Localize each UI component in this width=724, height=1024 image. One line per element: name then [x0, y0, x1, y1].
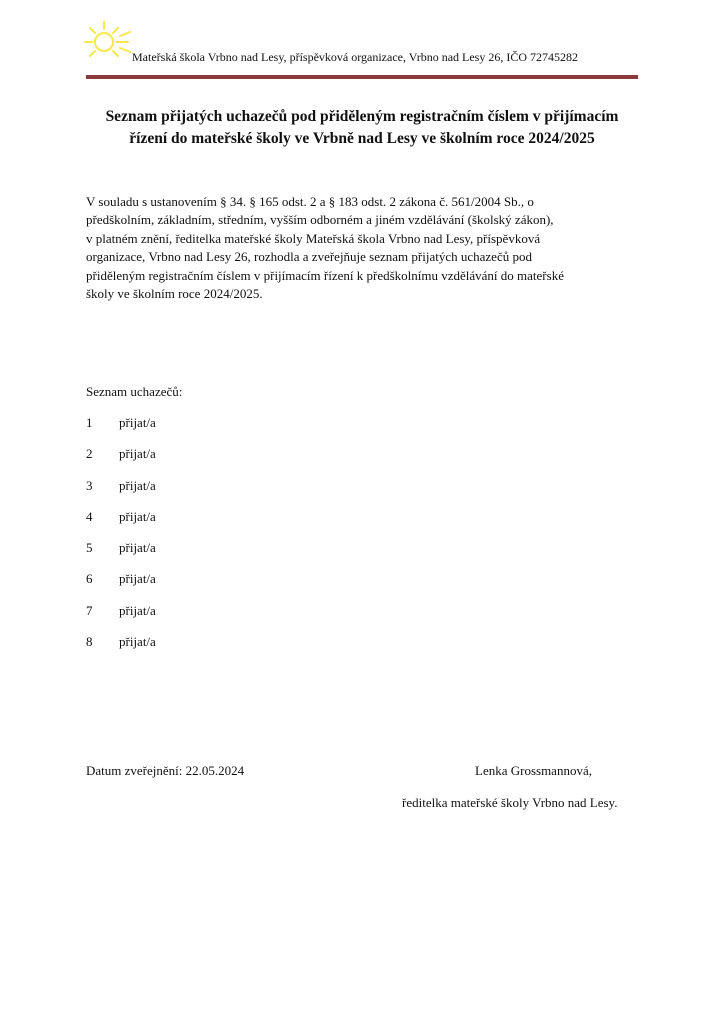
list-item [86, 540, 156, 571]
list-item [86, 446, 156, 477]
admission-status: přijat/a [119, 477, 156, 493]
list-item [86, 634, 156, 665]
registration-number: 7 [86, 602, 93, 618]
registration-number: 4 [86, 508, 93, 524]
admission-status: přijat/a [119, 602, 156, 618]
signer-name: Lenka Grossmannová, [475, 763, 592, 778]
header-text: Mateřská škola Vrbno nad Lesy, příspěvková organizace, Vrbno nad Lesy 26, IČO 72745282 [132, 50, 579, 64]
title-line-2: řízení do mateřské školy ve Vrbně nad Lesy ve školním roce 2024/2025 [129, 130, 595, 147]
document-title [86, 106, 638, 150]
registration-number: 8 [86, 634, 93, 650]
intro-line: v platném znění, ředitelka mateřské školy Mateřská škola Vrbno nad Lesy, příspěvková [86, 230, 541, 246]
list-item [86, 571, 156, 602]
header-rule [86, 75, 638, 79]
registration-number: 6 [86, 571, 93, 587]
intro-line: přiděleným registračním číslem v přijímacím řízení k předškolnímu vzdělávání do mateřské [86, 267, 564, 283]
registration-number: 5 [86, 540, 93, 556]
list-item [86, 603, 156, 634]
registration-number: 2 [86, 446, 93, 462]
applicants-list [86, 415, 156, 665]
title-line-1: Seznam přijatých uchazečů pod přiděleným registračním číslem v přijímacím [105, 108, 619, 125]
intro-line: organizace, Vrbno nad Lesy 26, rozhodla a zveřejňuje seznam přijatých uchazečů pod [86, 249, 532, 265]
admission-status: přijat/a [119, 446, 156, 462]
intro-paragraph [86, 193, 646, 303]
applicants-list-title: Seznam uchazečů: [86, 384, 183, 399]
list-item [86, 478, 156, 509]
registration-number: 3 [86, 477, 93, 493]
signer-role: ředitelka mateřské školy Vrbno nad Lesy. [402, 795, 618, 810]
admission-status: přijat/a [119, 540, 156, 556]
intro-line: předškolním, základním, středním, vyšším odborném a jiném vzdělávání (školský zákon), [86, 212, 554, 228]
registration-number: 1 [86, 415, 93, 430]
admission-status: přijat/a [119, 634, 156, 650]
admission-status: přijat/a [119, 571, 156, 587]
intro-line: V souladu s ustanovením § 34. § 165 odst. 2 a § 183 odst. 2 zákona č. 561/2004 Sb., o [86, 194, 534, 209]
intro-line: školy ve školním roce 2024/2025. [86, 286, 263, 302]
sun-icon [84, 18, 132, 62]
admission-status: přijat/a [119, 415, 156, 430]
list-item [86, 415, 156, 446]
list-item [86, 509, 156, 540]
publication-date: Datum zveřejnění: 22.05.2024 [86, 763, 245, 778]
admission-status: přijat/a [119, 508, 156, 524]
